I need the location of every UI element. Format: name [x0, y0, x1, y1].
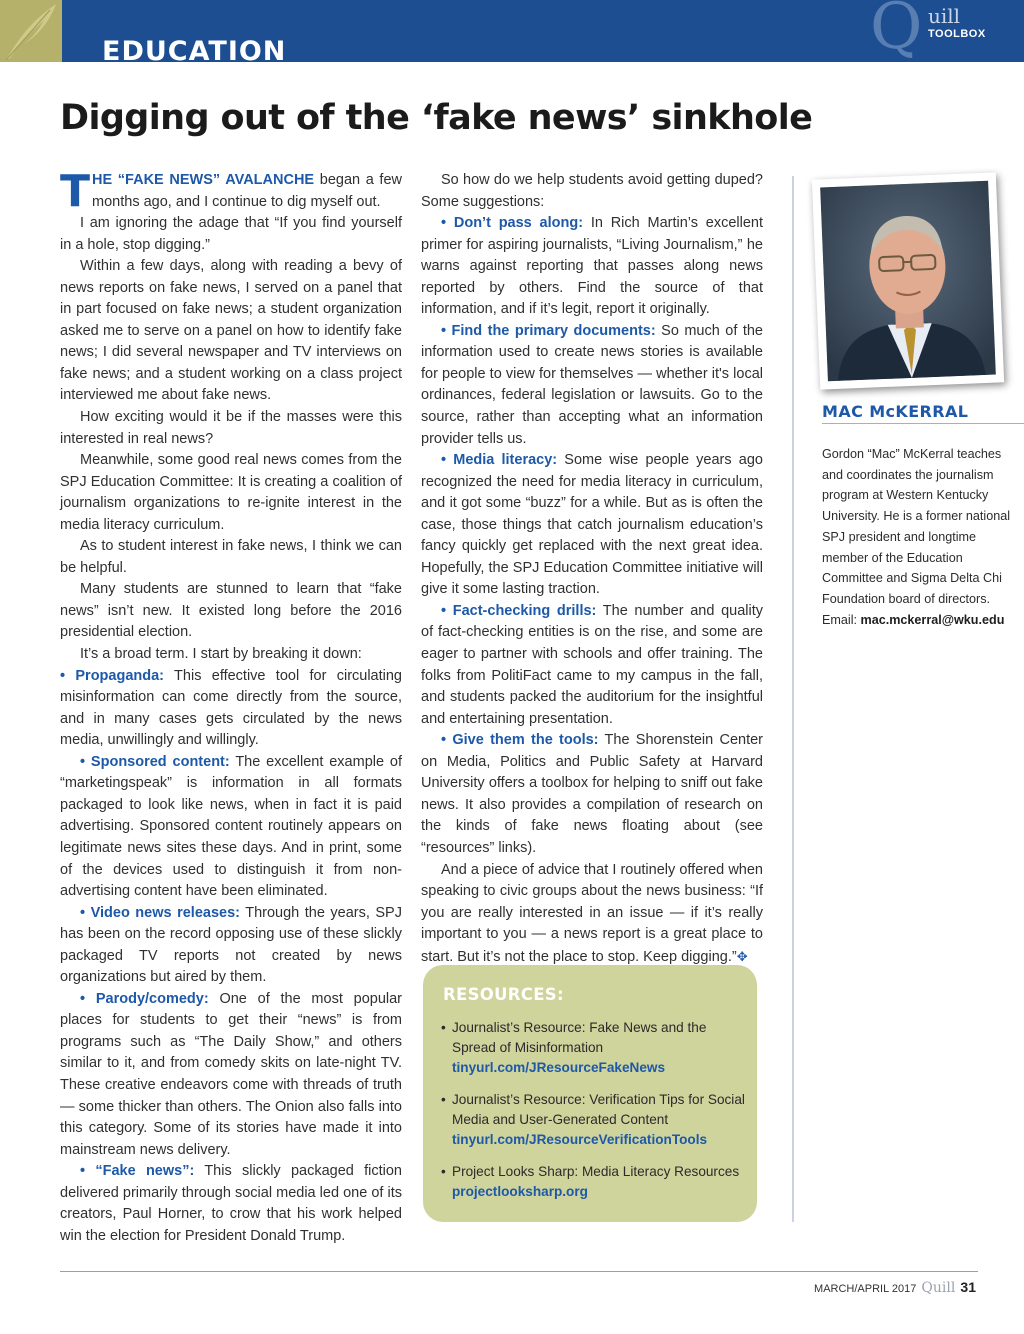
lead-caps: HE “FAKE NEWS” AVALANCHE: [92, 172, 315, 188]
sidebar-divider: [792, 176, 794, 1222]
paragraph: How exciting would it be if the masses were this interested in real news?: [60, 409, 402, 447]
resource-item: [441, 1090, 749, 1150]
suggestion-text: The number and quality of fact-checking entities is on the rise, and some are eager to partner with schools and offer training. The folks from PolitiFact came to my campus in the fall, and students packed the auditorium for the insightful and entertaining presentation.: [421, 602, 763, 727]
quill-toolbox-logo: [870, 0, 1010, 64]
quill-logo-word: uill: [928, 4, 961, 28]
suggestion-fact-checking: [421, 601, 763, 730]
paragraph: I am ignoring the adage that “If you find yourself in a hole, stop digging.”: [60, 215, 402, 253]
lead-text: began a few months ago, and I continue to dig myself out.: [92, 172, 402, 210]
suggestion-media-literacy: [421, 450, 763, 601]
bullet-heading: • Parody/comedy:: [80, 990, 209, 1007]
paragraph: Within a few days, along with reading a bevy of news reports on fake news, I served on a panel that in part focused on fake news; a student organization asked me to serve on a panel on how to identify fake news; I did several newspaper and TV interviews on fake news; and a student working on a class project interviewed me about fake news.: [60, 258, 402, 404]
author-name: MAC McKERRAL: [822, 402, 969, 421]
suggestion-dont-pass-along: [421, 213, 763, 321]
suggestion-heading: • Media literacy:: [441, 452, 558, 469]
author-bio-text: Gordon “Mac” McKerral teaches and coordinates the journalism program at Western Kentucky University. He is a former national SPJ president and longtime member of the Education Committee and Sigma Delta Chi Foundation board of directors. Email:: [822, 447, 1011, 627]
suggestion-text: In Rich Martin’s excellent primer for aspiring journalists, “Living Journalism,” he warns against reporting that passes along news reported by others. Find the source of that information, and if it’s legit, report it originally.: [421, 215, 764, 318]
bullet-heading: • Sponsored content:: [80, 753, 230, 770]
quill-logo-letter: Q: [870, 0, 923, 64]
page-footer: [814, 1279, 976, 1296]
suggestion-heading: • Don’t pass along:: [441, 215, 584, 232]
author-photo: [812, 172, 1004, 389]
bullet-fake-news: [60, 1161, 402, 1247]
paragraph: Many students are stunned to learn that “fake news” isn’t new. It existed long before the 2016 presidential election.: [60, 581, 402, 641]
bullet-propaganda: [60, 666, 402, 752]
footer-divider: [60, 1271, 978, 1272]
paragraph: Meanwhile, some good real news comes from the SPJ Education Committee: It is creating a coalition of journalism organizations to re-ignite interest in the media literacy curriculum.: [60, 452, 402, 533]
resource-description: Journalist’s Resource: Fake News and the Spread of Misinformation: [452, 1020, 707, 1055]
resource-link[interactable]: projectlooksharp.org: [452, 1184, 588, 1199]
bullet-parody-comedy: [60, 989, 402, 1161]
suggestion-tools: [421, 730, 763, 859]
bullet-heading: • Propaganda:: [60, 667, 165, 684]
resources-box: [423, 965, 757, 1222]
resource-item: [441, 1018, 749, 1078]
toolbox-label: TOOLBOX: [928, 28, 986, 40]
bullet-text: This effective tool for circulating misinformation can come directly from the source, and in many cases gets circulated by the news media, unwillingly and willingly.: [60, 667, 402, 749]
author-portrait-illustration: [820, 181, 996, 382]
bullet-heading: • Video news releases:: [80, 904, 240, 921]
author-portrait: [820, 181, 996, 382]
suggestion-heading: • Find the primary documents:: [441, 322, 656, 339]
paragraph: It’s a broad term. I start by breaking it down:: [80, 646, 362, 663]
resource-link[interactable]: tinyurl.com/JResourceVerificationTools: [452, 1132, 708, 1147]
section-label: EDUCATION: [102, 36, 287, 67]
drop-cap: T: [60, 166, 91, 217]
issue-date: MARCH/APRIL 2017: [814, 1283, 917, 1295]
bullet-heading: • “Fake news”:: [80, 1163, 195, 1180]
resources-title: RESOURCES:: [443, 985, 564, 1004]
article-column-2: [421, 170, 763, 968]
bullet-text: This slickly packaged fiction delivered primarily through social media led one of its creators, Paul Horner, to crow that his work helped win the election for President Donald Trump.: [60, 1163, 402, 1244]
resources-list: [441, 1018, 749, 1214]
resource-link[interactable]: tinyurl.com/JResourceFakeNews: [452, 1060, 666, 1075]
suggestion-text: So much of the information used to create news stories is available for people to view for themselves — whether it's local ordinances, federal legislation or lawsuits. Go to the source, rather than accepting what an information provider tells us.: [421, 322, 763, 447]
resource-item: [441, 1162, 749, 1202]
feather-icon: [0, 0, 62, 62]
paragraph: So how do we help students avoid getting duped? Some suggestions:: [421, 172, 763, 210]
bullet-video-news-releases: [60, 903, 402, 989]
article-headline: Digging out of the ‘fake news’ sinkhole: [60, 98, 813, 138]
page-number: 31: [960, 1279, 976, 1295]
feather-logo-box: [0, 0, 62, 62]
magazine-name: Quill: [921, 1280, 956, 1296]
suggestion-primary-documents: [421, 321, 763, 450]
article-column-1: [60, 166, 403, 1247]
resource-description: Journalist’s Resource: Verification Tips for Social Media and User-Generated Content: [452, 1092, 745, 1127]
closing-paragraph: [421, 860, 763, 969]
end-mark-icon: ✥: [736, 948, 748, 964]
author-divider: [822, 423, 1024, 424]
paragraph: As to student interest in fake news, I think we can be helpful.: [60, 538, 402, 576]
closing-text: And a piece of advice that I routinely offered when speaking to civic groups about the news business: “If you are really interested in an issue — if it’s really important to you — a news report is a great place to start. But it’s not the place to stop. Keep digging.”: [421, 861, 763, 965]
resource-description: Project Looks Sharp: Media Literacy Resources: [452, 1164, 740, 1179]
author-bio: [822, 444, 1017, 630]
suggestion-heading: • Fact-checking drills:: [441, 602, 597, 619]
bullet-sponsored-content: [60, 752, 402, 903]
author-email-link[interactable]: mac.mckerral@wku.edu: [860, 612, 1005, 627]
suggestion-text: The Shorenstein Center on Media, Politics and Public Safety at Harvard University offers a toolbox for helping to sniff out fake news. It also provides a compilation of research on the kinds of fake news floating about (see “resources” links).: [421, 732, 764, 856]
lead-paragraph: [60, 166, 402, 217]
suggestion-heading: • Give them the tools:: [441, 732, 599, 749]
bullet-text: One of the most popular places for students to get their “news” is from programs such as “The Daily Show,” and others similar to it, and from comedy skits on late-night TV. These creative endeavors come with threads of truth — some thicker than others. The Onion also falls into this category. Some of its stories have made it into mainstream news delivery.: [60, 990, 403, 1158]
header-band: [0, 0, 1024, 67]
bullet-text: Through the years, SPJ has been on the record opposing use of these slickly packaged TV reports not created by news organizations but aired by them.: [60, 904, 402, 986]
bullet-text: The excellent example of “marketingspeak” is information in all formats packaged to look like news, when in fact it is paid advertising. Sponsored content routinely appears on legitimate news sites these days. And in print, some of the devices used to distinguish it from non-advertising content have been eliminated.: [60, 753, 402, 900]
suggestion-text: Some wise people years ago recognized the need for media literacy in curriculum, and it got some “buzz” for a while. But as is often the case, those things that catch journalism education’s fancy quickly get replaced with the next great idea. Hopefully, the SPJ Education Committee initiative will give it some lasting traction.: [421, 452, 763, 598]
